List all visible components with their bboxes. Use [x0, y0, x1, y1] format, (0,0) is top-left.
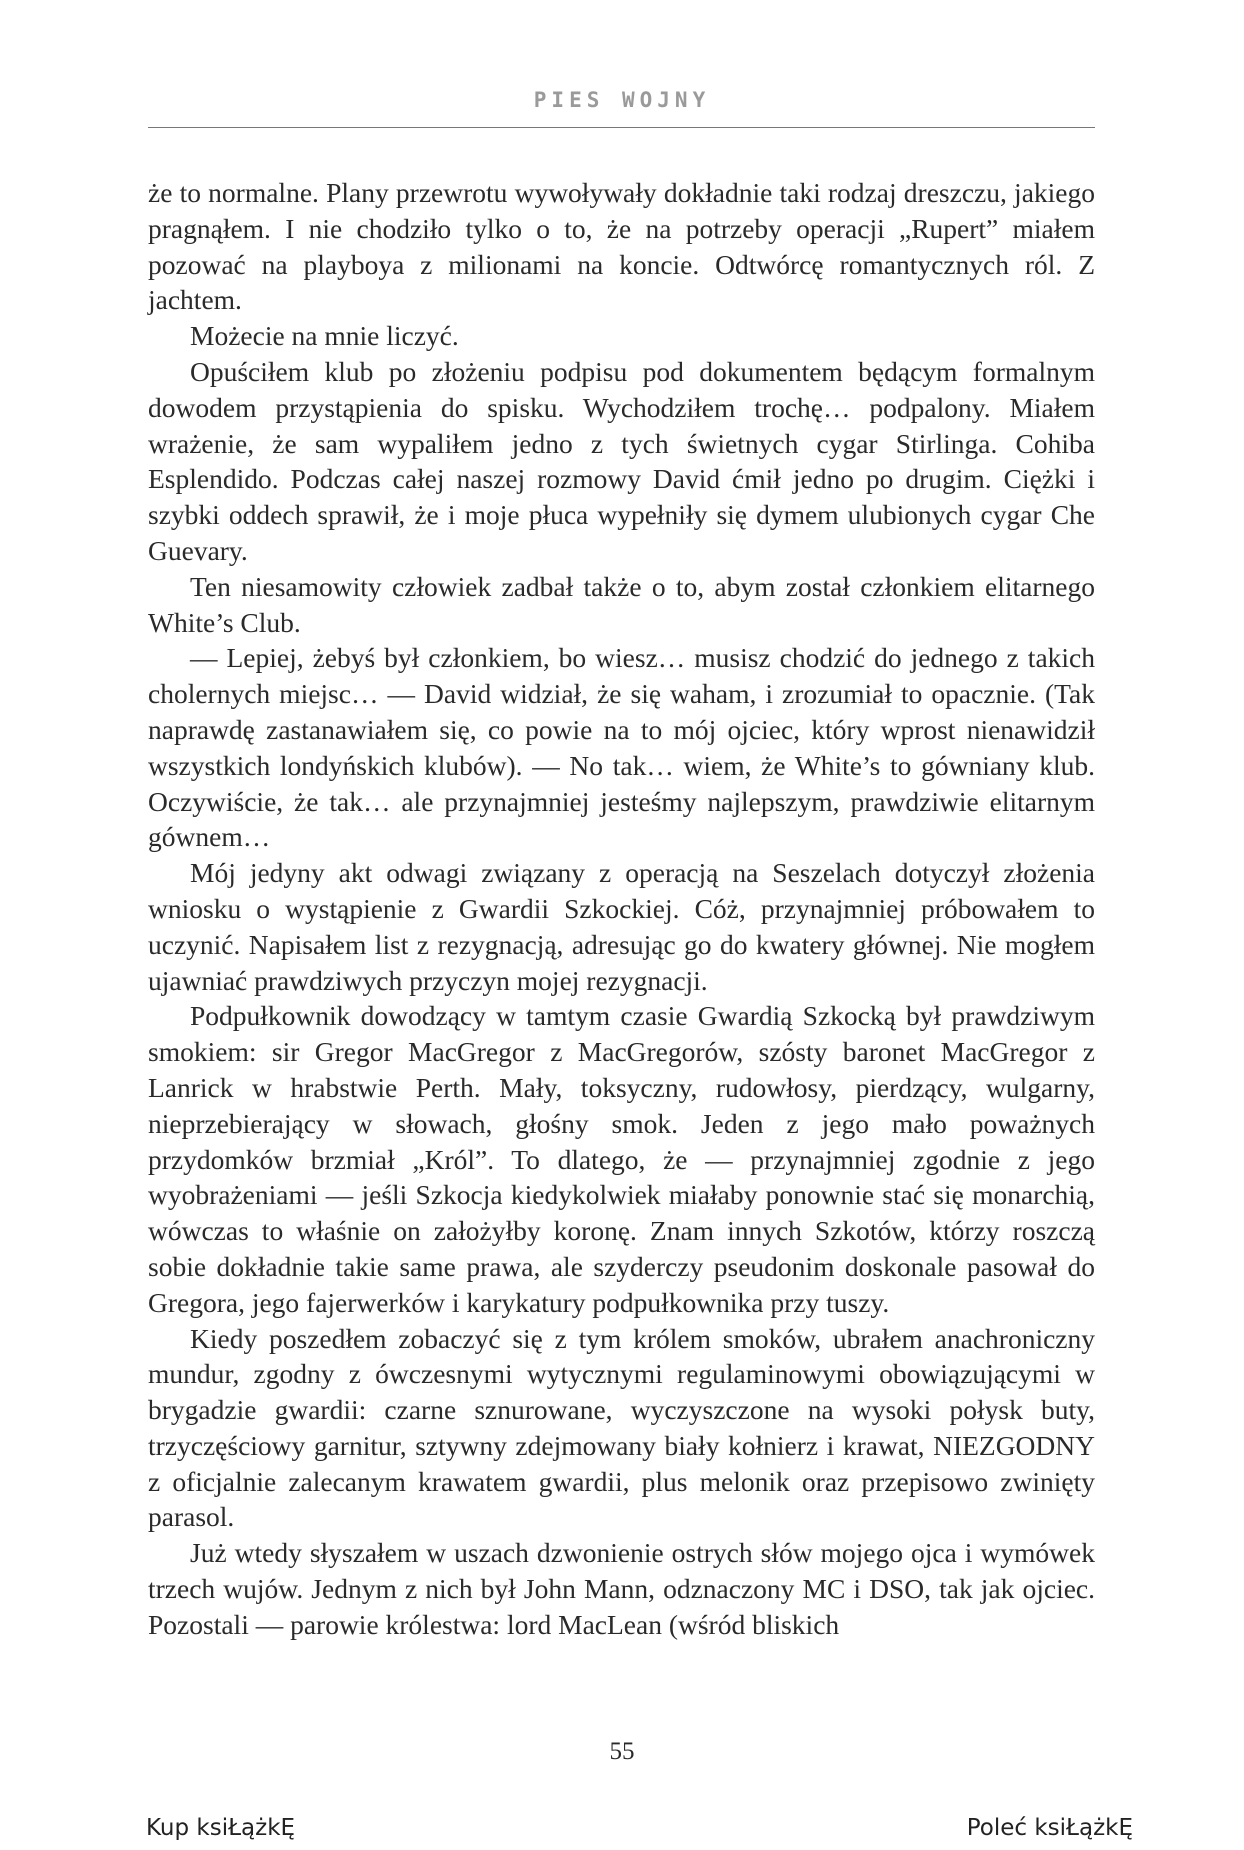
- paragraph: Kiedy poszedłem zobaczyć się z tym królem smoków, ubrałem anachroniczny mundur, zgodny z ówczesnymi wytycznymi regulaminowymi obowiązującymi w brygadzie gwardii: czarne sznurowane, wyczyszczone na wysoki połysk buty, trzyczęściowy garnitur, sztywny zdejmowany biały kołnierz i krawat, NIEZGODNY z oficjalnie zalecanym krawatem gwardii, plus melonik oraz przepisowo zwinięty parasol.: [148, 1322, 1095, 1533]
- paragraph: Podpułkownik dowodzący w tamtym czasie Gwardią Szkocką był prawdziwym smokiem: sir Gregor MacGregor z MacGregorów, szósty baronet MacGregor z Lanrick w hrabstwie Perth. Mały, toksyczny, rudowłosy, pierdzący, wulgarny, nieprzebierający w słowach, głośny smok. Jeden z jego mało poważnych przydomków brzmiał „Król”. To dlatego, że — przynajmniej zgodnie z jego wyobrażeniami — jeśli Szkocja kiedykolwiek miałaby ponownie stać się monarchią, wówczas to właśnie on założyłby koronę. Znam innych Szkotów, którzy roszczą sobie dokładnie takie same prawa, ale szyderczy pseudonim doskonale pasował do Gregora, jego fajerwerków i karykatury podpułkownika przy tuszy.: [148, 1000, 1095, 1318]
- paragraph: Mój jedyny akt odwagi związany z operacją na Seszelach dotyczył złożenia wniosku o wystąpienie z Gwardii Szkockiej. Cóż, przynajmniej próbowałem to uczynić. Napisałem list z rezygnacją, adresując go do kwatery głównej. Nie mogłem ujawniać prawdziwych przyczyn mojej rezygnacji.: [148, 857, 1095, 996]
- buy-book-link[interactable]: Kup ksiŁążkĘ: [146, 1815, 296, 1841]
- recommend-book-link[interactable]: Poleć ksiŁążkĘ: [966, 1815, 1133, 1841]
- paragraph: — Lepiej, żebyś był członkiem, bo wiesz… musisz chodzić do jednego z takich cholernych miejsc… — David widział, że się waham, i zrozumiał to opacznie. (Tak naprawdę zastanawiałem się, co powie na to mój ojciec, który wprost nienawidził wszystkich londyńskich klubów). — No tak… wiem, że White’s to gówniany klub. Oczywiście, że tak… ale przynajmniej jesteśmy najlepszym, prawdziwie elitarnym gównem…: [148, 642, 1095, 853]
- paragraph: Opuściłem klub po złożeniu podpisu pod dokumentem będącym formalnym dowodem przystąpienia do spisku. Wychodziłem trochę… podpalony. Miałem wrażenie, że sam wypaliłem jedno z tych świetnych cygar Stirlinga. Cohiba Esplendido. Podczas całej naszej rozmowy David ćmił jedno po drugim. Ciężki i szybki oddech sprawił, że i moje płuca wypełniły się dymem ulubionych cygar Che Guevary.: [148, 355, 1095, 566]
- running-header-title: PIES WOJNY: [533, 88, 711, 112]
- paragraph: Możecie na mnie liczyć.: [190, 320, 459, 352]
- paragraph: Ten niesamowity człowiek zadbał także o to, abym został członkiem elitarnego White’s Club.: [148, 570, 1095, 638]
- paragraph: że to normalne. Plany przewrotu wywoływały dokładnie taki rodzaj dreszczu, jakiego pragnąłem. I nie chodziło tylko o to, że na potrzeby operacji „Rupert” miałem pozować na playboya z milionami na koncie. Odtwórcę romantycznych ról. Z jachtem.: [148, 177, 1095, 316]
- page-body: [148, 175, 1095, 1643]
- paragraph: Już wtedy słyszałem w uszach dzwonienie ostrych słów mojego ojca i wymówek trzech wujów. Jednym z nich był John Mann, odznaczony MC i DSO, tak jak ojciec. Pozostali — parowie królestwa: lord MacLean (wśród bliskich: [148, 1537, 1095, 1640]
- page-number: 55: [609, 1738, 635, 1765]
- header-divider: [148, 127, 1095, 128]
